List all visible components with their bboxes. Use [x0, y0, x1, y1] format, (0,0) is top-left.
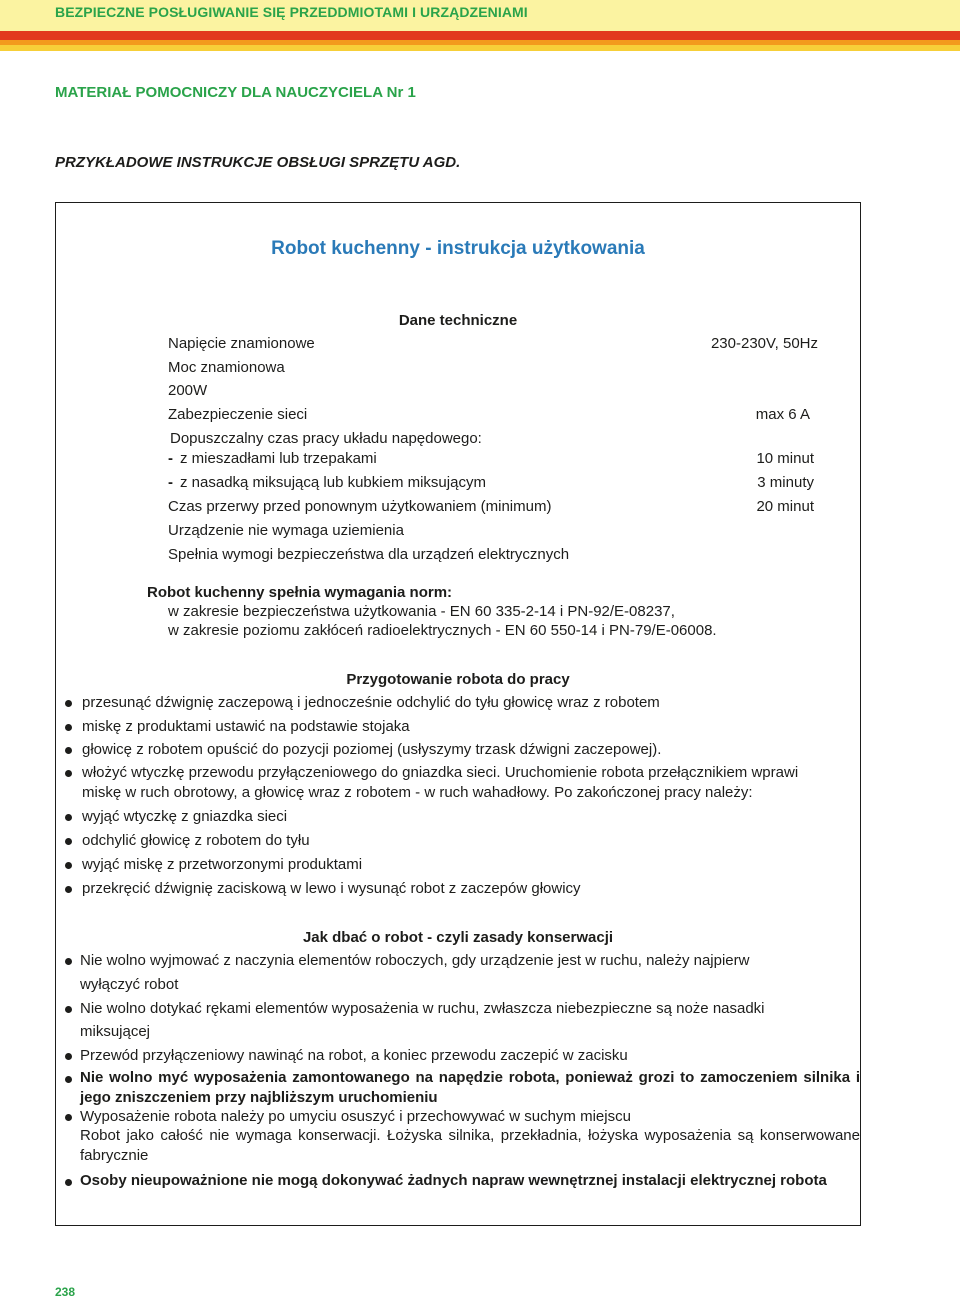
prep-item-5: wyjąć wtyczkę z gniazdka sieci [82, 808, 288, 825]
break-label: Czas przerwy przed ponownym użytkowaniem (minimum) [168, 498, 552, 515]
duty-cup-value: 3 minuty [757, 474, 814, 491]
duty-label: Dopuszczalny czas pracy układu napędowego: [170, 430, 482, 447]
prep-item-6: odchylić głowicę z robotem do tyłu [82, 832, 310, 849]
page-number: 238 [55, 1285, 76, 1299]
bullet-icon [65, 700, 72, 707]
norms-line-1: w zakresie bezpieczeństwa użytkowania - EN 60 335-2-14 i PN-92/E-08237, [168, 603, 675, 620]
bullet-icon [65, 1006, 72, 1013]
norms-line-2: w zakresie poziomu zakłóceń radioelektrycznych - EN 60 550-14 i PN-79/E-06008. [168, 622, 717, 639]
care-item-5-note: Robot jako całość nie wymaga konserwacji. Łożyska silnika, przekładnia, łożyska wyposażenia są konserwowane fabrycznie [80, 1127, 860, 1164]
bullet-icon [65, 1114, 72, 1121]
safety-note: Spełnia wymogi bezpieczeństwa dla urządzeń elektrycznych [168, 546, 570, 563]
care-item-4: Nie wolno myć wyposażenia zamontowanego na napędzie robota, ponieważ grozi to zamoczeniem silnika i jego zniszczeniem przy najbliższym uruchomieniu [80, 1069, 860, 1106]
voltage-value: 230-230V, 50Hz [710, 335, 818, 352]
prep-item-3: głowicę z robotem opuścić do pozycji poziomej (usłyszymy trzask dźwigni zaczepowej). [82, 741, 662, 758]
bullet-icon [65, 1076, 72, 1083]
document-title: Robot kuchenny - instrukcja użytkowania [271, 238, 645, 259]
tech-heading: Dane techniczne [398, 312, 518, 329]
duty-cup-label: z nasadką miksującą lub kubkiem miksującym [180, 474, 486, 491]
bullet-icon [65, 862, 72, 869]
running-title: BEZPIECZNE POSŁUGIWANIE SIĘ PRZEDDMIOTAMI I URZĄDZENIAMI [55, 4, 528, 20]
break-value: 20 minut [756, 498, 814, 515]
prep-item-7: wyjąć miskę z przetworzonymi produktami [82, 856, 363, 873]
power-value: 200W [168, 382, 208, 399]
material-title: MATERIAŁ POMOCNICZY DLA NAUCZYCIELA Nr 1 [55, 84, 416, 101]
care-item-5: Wyposażenie robota należy po umyciu osuszyć i przechowywać w suchym miejscu [80, 1108, 631, 1125]
bullet-icon [65, 838, 72, 845]
prep-item-1: przesunąć dźwignię zaczepową i jednocześnie odchylić do tyłu głowicę wraz z robotem [82, 694, 660, 711]
care-item-2-continuation: miksującej [80, 1023, 151, 1040]
duty-mixer-value: 10 minut [756, 450, 814, 467]
care-item-2: Nie wolno dotykać rękami elementów wyposażenia w ruchu, zwłaszcza niebezpieczne są noże nasadki [80, 1000, 765, 1017]
bullet-icon [65, 770, 72, 777]
header-stripe-red [0, 31, 960, 40]
power-label: Moc znamionowa [168, 359, 285, 376]
prep-heading: Przygotowanie robota do pracy [346, 671, 570, 688]
fuse-value: max 6 A [755, 406, 810, 423]
care-item-1-continuation: wyłączyć robot [80, 976, 179, 993]
care-item-6: Osoby nieupoważnione nie mogą dokonywać żadnych napraw wewnętrznej instalacji elektrycznej robota [80, 1172, 827, 1189]
bullet-icon [65, 747, 72, 754]
dash-mark: - [168, 474, 173, 491]
examples-title: PRZYKŁADOWE INSTRUKCJE OBSŁUGI SPRZĘTU AGD. [55, 154, 461, 171]
prep-item-2: miskę z produktami ustawić na podstawie stojaka [82, 718, 410, 735]
bullet-icon [65, 958, 72, 965]
bullet-icon [65, 886, 72, 893]
care-item-3: Przewód przyłączeniowy nawinąć na robot, a koniec przewodu zaczepić w zacisku [80, 1047, 628, 1064]
bullet-icon [65, 814, 72, 821]
voltage-label: Napięcie znamionowe [168, 335, 315, 352]
header-stripe-yellow [0, 45, 960, 51]
care-item-1: Nie wolno wyjmować z naczynia elementów roboczych, gdy urządzenie jest w ruchu, należy najpierw [80, 952, 750, 969]
fuse-label: Zabezpieczenie sieci [168, 406, 308, 423]
prep-item-4-continuation: miskę w ruch obrotowy, a głowicę wraz z robotem - w ruch wahadłowy. Po zakończonej pracy należy: [82, 784, 753, 801]
care-heading: Jak dbać o robot - czyli zasady konserwacji [302, 929, 614, 946]
grounding-note: Urządzenie nie wymaga uziemienia [168, 522, 404, 539]
running-header-band [0, 0, 960, 31]
bullet-icon [65, 724, 72, 731]
dash-mark: - [168, 450, 173, 467]
norms-heading: Robot kuchenny spełnia wymagania norm: [147, 584, 453, 601]
duty-mixer-label: z mieszadłami lub trzepakami [180, 450, 377, 467]
prep-item-8: przekręcić dźwignię zaciskową w lewo i wysunąć robot z zaczepów głowicy [82, 880, 581, 897]
bullet-icon [65, 1179, 72, 1186]
prep-item-4: włożyć wtyczkę przewodu przyłączeniowego do gniazdka sieci. Uruchomienie robota przełącznikiem wprawi [82, 764, 799, 781]
bullet-icon [65, 1053, 72, 1060]
